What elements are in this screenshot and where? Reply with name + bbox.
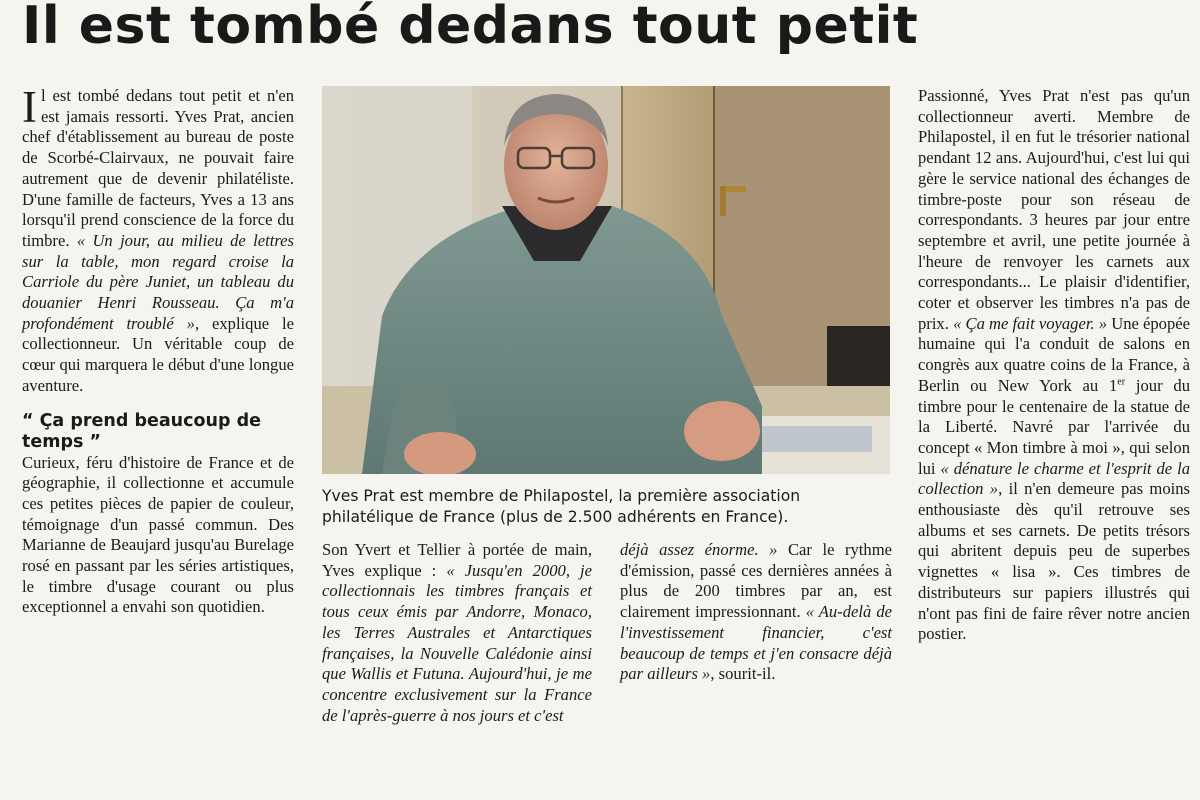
investment-quote: « Au-delà de l'investissement financier, c'est beaucoup de temps et j'en consacre déjà par ailleurs » — [620, 602, 892, 684]
article-photo — [322, 86, 890, 474]
article-column-3 — [620, 540, 892, 685]
epopee-text: Une épopée humaine qui l'a conduit de salons en congrès aux quatre coins de la France, à Berlin ou New York au 1 — [918, 313, 1190, 395]
yvert-quote: « Jusqu'en 2000, je collectionnais les timbres français et tous ceux émis par Andorre, Monaco, les Terres Australes et Antarctiques françaises, la Nouvelle Calédonie ainsi que Wallis et Futuna. Aujourd'hui, je me concentre exclusivement sur la France de l'après-guerre à nos jours et c'est — [322, 560, 592, 725]
intro-text: l est tombé dedans tout petit et n'en est jamais ressorti. Yves Prat, ancien chef d'établissement au bureau de poste de Scorbé-Clairvaux, ne pouvait faire autrement que de devenir philatéliste. D'une famille de facteurs, Yves a 13 ans lorsqu'il prend conscience de la force du timbre. — [22, 86, 294, 250]
intro-text-end: , explique le collectionneur. Un véritable coup de cœur qui marquera le début d'une longue aventure. — [22, 313, 294, 395]
intro-quote: « Un jour, au milieu de lettres sur la table, mon regard croise la Carriole du père Juniet, un tableau du douanier Henri Rousseau. Ça m'a profondément troublé » — [22, 230, 294, 333]
article-column-4 — [918, 86, 1190, 645]
article-column-1 — [22, 82, 294, 618]
rythme-text: Car le rythme d'émission, passé ces dernières années à plus de 200 timbres par an, est clairement impressionnant. — [620, 540, 892, 622]
philapostel-text: Passionné, Yves Prat n'est pas qu'un collectionneur averti. Membre de Philapostel, il en fut le trésorier national pendant 12 ans. Aujourd'hui, c'est lui qui gère le service national des échanges de timbre-poste pour son réseau de correspondants. 3 heures par jour entre septembre et avril, une petite journée à l'heure de renvoyer les carnets aux correspondants... Le plaisir d'identifier, coter et observer les timbres n'a pas de prix. — [918, 86, 1190, 333]
paragraph-yvert — [322, 540, 592, 726]
paragraph-rythme — [620, 540, 892, 685]
paragraph-intro — [22, 82, 294, 397]
paragraph-philapostel — [918, 86, 1190, 645]
yvert-intro: Son Yvert et Tellier à portée de main, Yves explique : — [322, 540, 592, 580]
yvert-quote-end: déjà assez énorme. » — [620, 540, 778, 559]
ordinal-sup: er — [1117, 376, 1126, 388]
photo-caption: Yves Prat est membre de Philapostel, la première association philatélique de France (plus de 2.500 adhérents en France). — [322, 487, 801, 526]
travel-quote: « Ça me fait voyager. » — [953, 313, 1108, 333]
subheading: “ Ça prend beaucoup de temps ” — [22, 410, 261, 452]
paragraph-collection: Curieux, féru d'histoire de France et de géographie, il collectionne et accumule ces petites pièces de papier de couleur, témoignage d'un passé commun. Des Marianne de Beaujard jusqu'au Burelage rosé en passant par les séries artistiques, le timbre d'usage courant ou plus exceptionnel a envahi son quotidien. — [22, 452, 294, 617]
photo-illustration — [322, 86, 890, 474]
drop-cap: I — [22, 82, 37, 132]
centenaire-text: jour du timbre pour le centenaire de la statue de la Liberté. Navré par l'arrivée du concept « Mon timbre à moi », qui selon lui — [918, 375, 1190, 478]
charm-quote: « dénature le charme et l'esprit de la collection » — [918, 458, 1190, 499]
article-column-2 — [322, 540, 592, 726]
rythme-text-end: , sourit-il. — [710, 664, 776, 684]
closing-text: , il n'en demeure pas moins enthousiaste dès qu'il retrouve ses albums et ses carnets. De petits trésors qui abritent depuis peu de superbes vignettes « lisa ». Ces timbres de distributeurs sur papiers illustrés qui n'ont pas fini de faire rêver notre ancien postier. — [918, 479, 1191, 644]
headline: Il est tombé dedans tout petit — [22, 0, 919, 56]
